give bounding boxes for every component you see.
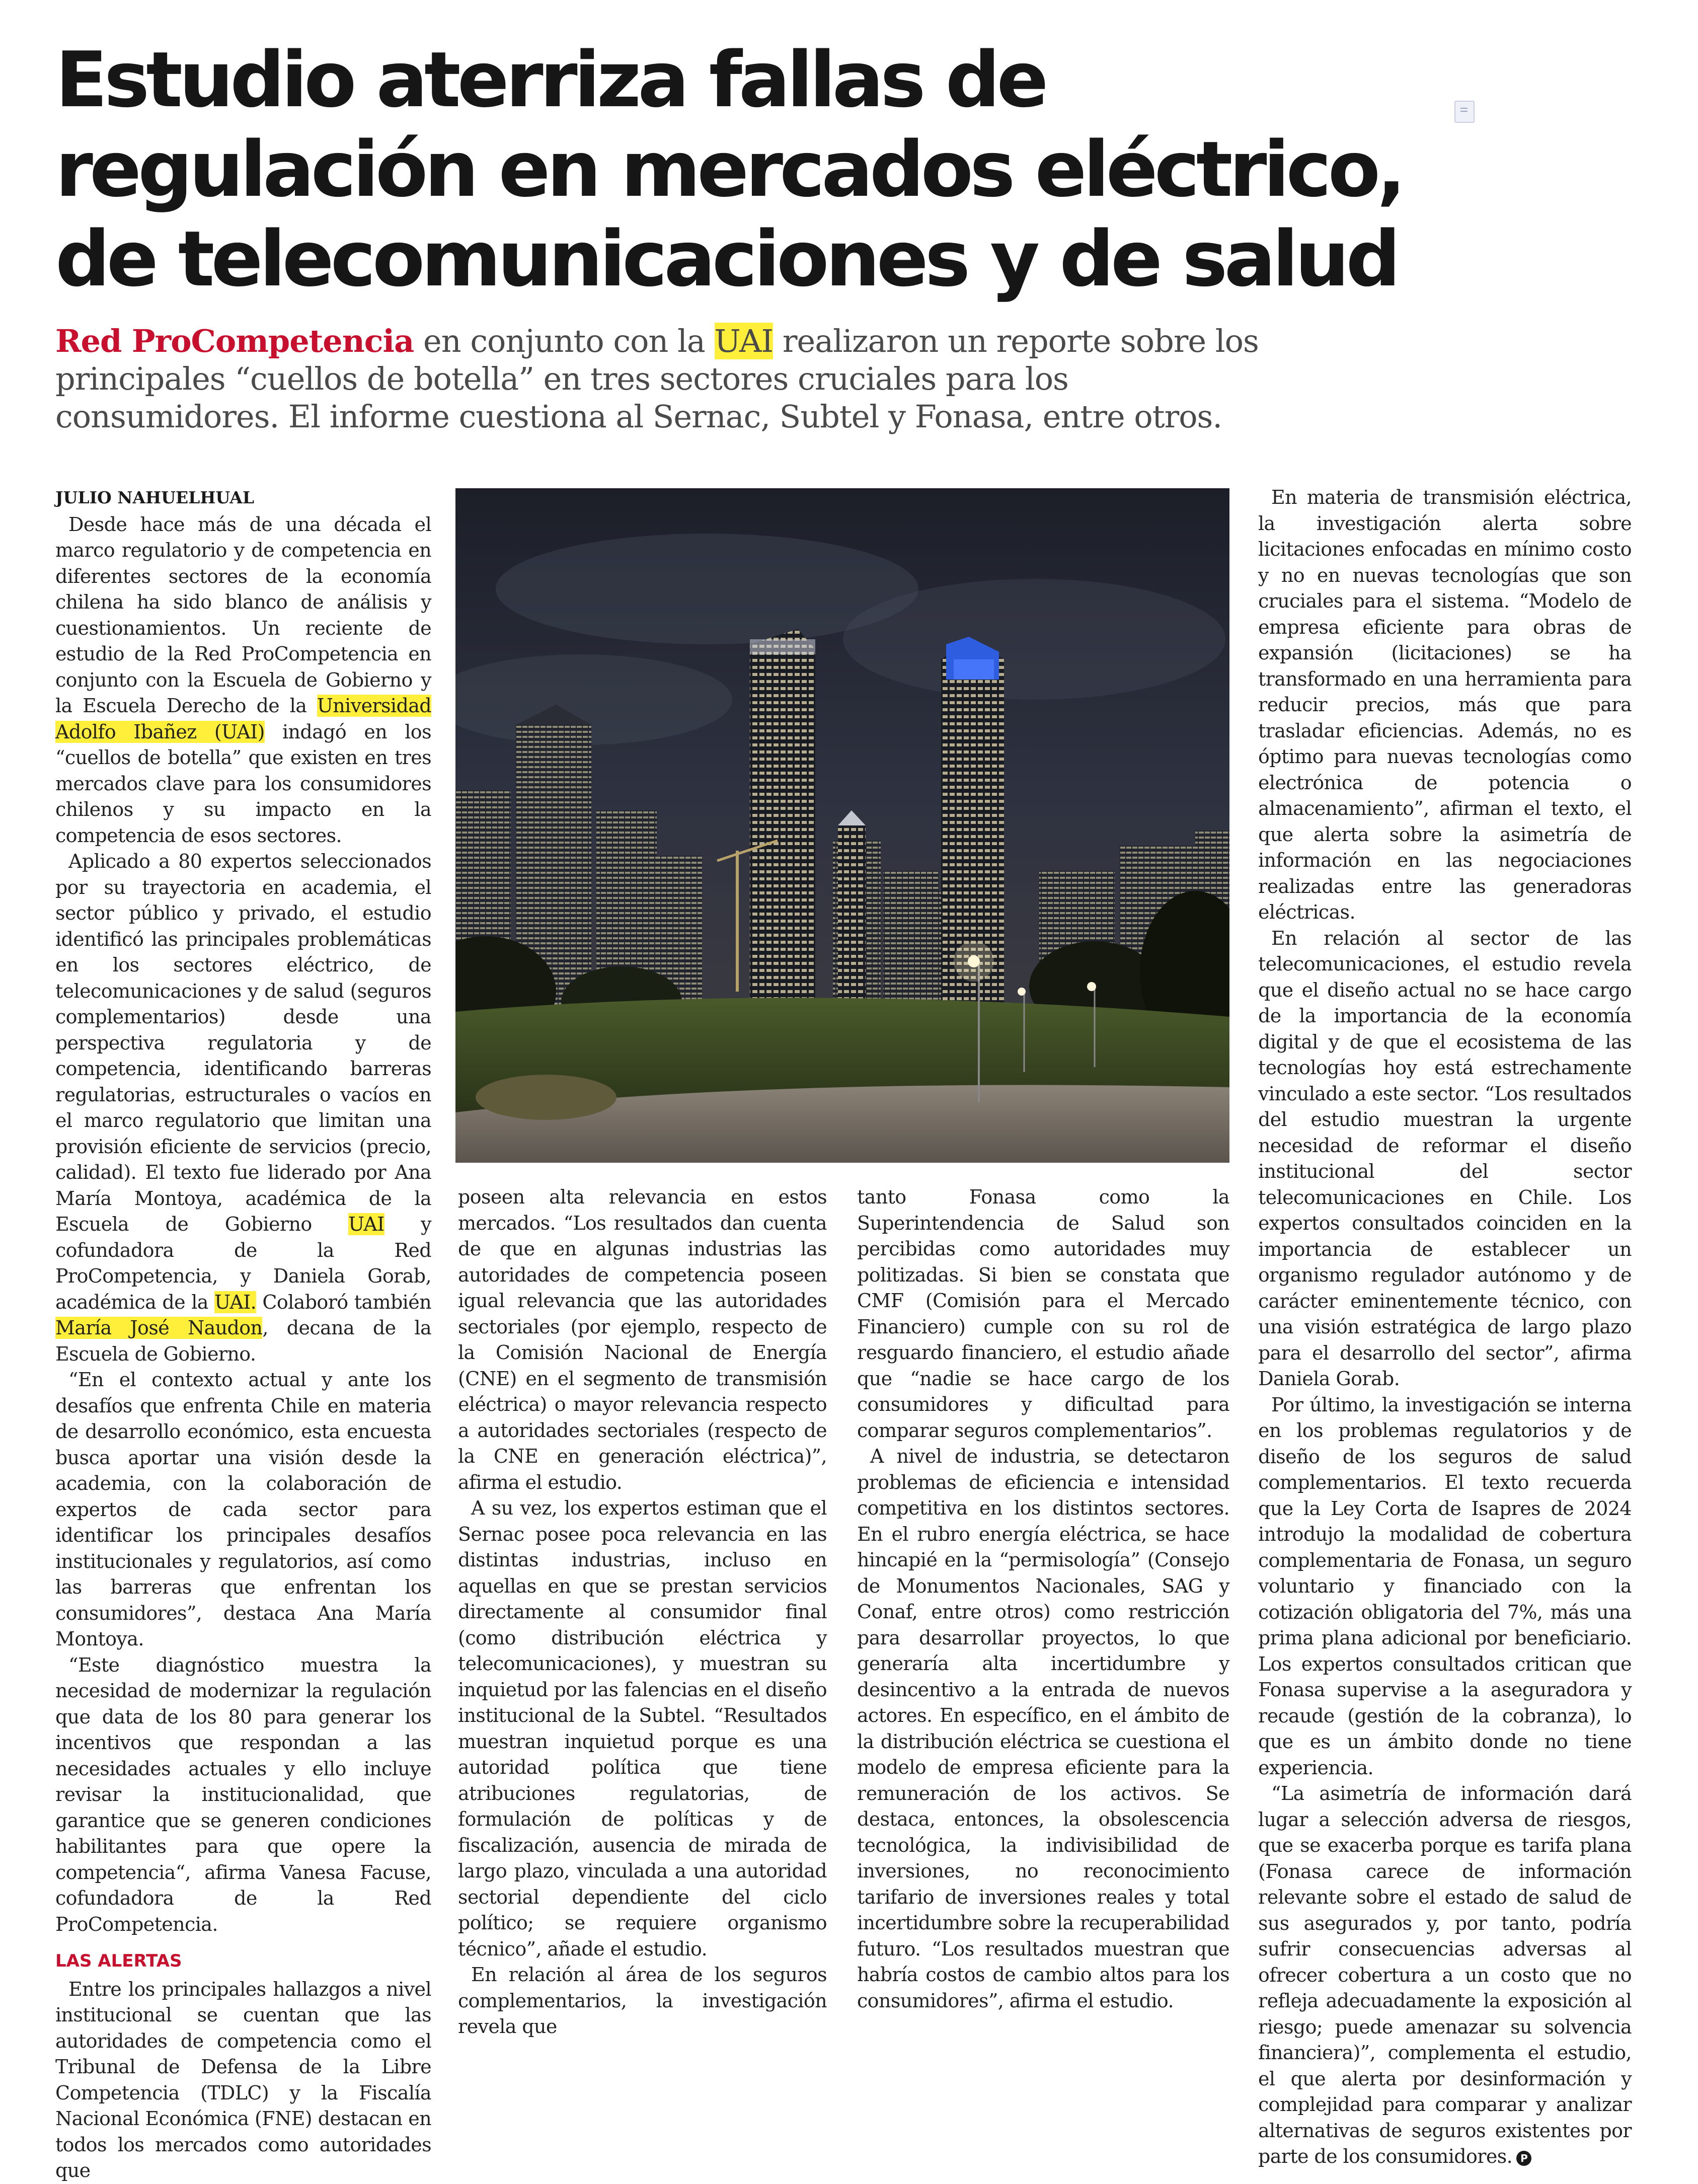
col1-p1-text-a: Desde hace más de una década el marco regulatorio y de competencia en diferentes sectores de la economía chilena ha sido blanco de análisis y cuestionamientos. Un reciente de estudio de la Red ProCompetencia en conjunto con la Escuela de Gobierno y la Escuela Derecho de la (55, 513, 431, 717)
col4-paragraph-2: En relación al sector de las telecomunicaciones, el estudio revela que el diseño actual no se hace cargo de la importancia de la economía digital y de que el ecosistema de las tecnologías hoy está estrechamente vinculado a este sector. “Los resultados del estudio muestran la urgente necesidad de reformar el diseño institucional del sector telecomunicaciones en Chile. Los expertos consultados coinciden en la importancia de establecer un organismo regulador autónomo y de carácter eminentemente técnico, con una visión estratégica de largo plazo para el desarrollo del sector”, afirma Daniela Gorab. (1258, 927, 1632, 1390)
subhead-alertas: LAS ALERTAS (55, 1951, 182, 1971)
col1-paragraph-5: Entre los principales hallazgos a nivel institucional se cuentan que las autoridades de competencia como el Tribunal de Defensa de la Libre Competencia (TDLC) y la Fiscalía Nacional Económica (FNE) destacan en todos los mercados como autoridades que (55, 1978, 431, 2181)
col1-paragraph-3: “En el contexto actual y ante los desafíos que enfrenta Chile en materia de desarrollo económico, esta encuesta busca aportar una visión desde la academia, con la colaboración de expertos de cada sector para identificar los principales desafíos institucionales y regulatorios, así como las barreras que enfrentan los consumidores”, destaca Ana María Montoya. (55, 1369, 431, 1650)
byline: JULIO NAHUELHUAL (55, 488, 255, 507)
col4-paragraph-4 (1258, 1781, 1632, 2170)
deck-highlight: UAI (714, 323, 774, 359)
col2-paragraph-3: En relación al área de los seguros complementarios, la investigación revela que (458, 1964, 827, 2038)
column-2 (458, 1184, 827, 2040)
col1-paragraph-4: “Este diagnóstico muestra la necesidad de modernizar la regulación que data de los 80 para generar los incentivos que respondan a las necesidades actuales y ello incluye revisar la institucionalidad, que garantice que se generen condiciones habilitantes para que opere la competencia“, afirma Vanesa Facuse, cofundadora de la Red ProCompetencia. (55, 1653, 431, 1935)
col4-paragraph-3: Por último, la investigación se interna en los problemas regulatorios y de diseño de los seguros de salud complementarios. El texto recuerda que la Ley Corta de Isapres de 2024 introdujo la modalidad de cobertura complementaria de Fonasa, un seguro voluntario y financiado con la cotización obligatoria del 7%, más una prima plana adicional por beneficiario. Los expertos consultados critican que Fonasa supervise a la aseguradora y recaude (gestión de la cobranza), lo que es un ámbito donde no tiene experiencia. (1258, 1393, 1632, 1779)
col1-p2-text-d: , decana de la Escuela de Gobierno. (55, 1317, 431, 1365)
col1-p1-highlight: Universidad Adolfo Ibañez (UAI) (55, 695, 431, 743)
deck-brand: Red ProCompetencia (55, 323, 414, 359)
col3-paragraph-1: tanto Fonasa como la Superintendencia de Salud son percibidas como autoridades muy politizadas. Si bien se constata que CMF (Comisión para el Mercado Financiero) cumple con su rol de resguardo financiero, el estudio añade que “nadie se hace cargo de los consumidores y dificultad para comparar seguros complementarios”. (857, 1186, 1229, 1442)
col4-paragraph-1: En materia de transmisión eléctrica, la investigación alerta sobre licitaciones enfocadas en mínimo costo y no en nuevas tecnologías que son cruciales para el sistema. “Modelo de empresa eficiente para obras de expansión (licitaciones) se ha transformado en una herramienta para reducir precios, más que para trasladar eficiencias. Además, no es óptimo para nuevas tecnologías como electrónica de potencia o almacenamiento”, afirman el texto, el que alerta sobre la asimetría de información en las negociaciones realizadas entre las generadoras eléctricas. (1258, 486, 1632, 923)
col3-paragraph-2: A nivel de industria, se detectaron problemas de eficiencia e intensidad competitiva en los distintos sectores. En el rubro energía eléctrica, se hace hincapié en la “permisología” (Consejo de Monumentos Nacionales, SAG y Conaf, entre otros) como restricción para desarrollar proyectos, lo que generaría alta incertidumbre y desincentivo a la entrada de nuevos actores. En específico, en el ámbito de la distribución eléctrica se cuestiona el modelo de empresa eficiente para la remuneración de los activos. Se destaca, entonces, la obsolescencia tecnológica, la indivisibilidad de inversiones, no reconocimiento tarifario de inversiones reales y total incertidumbre sobre la recuperabilidad futuro. “Los resultados muestran que habría costos de cambio altos para los consumidores”, afirma el estudio. (857, 1445, 1229, 2012)
column-3 (857, 1184, 1229, 2014)
col2-paragraph-2: A su vez, los expertos estiman que el Sernac posee poca relevancia en las distintas industrias, incluso en aquellas en que se prestan servicios directamente al consumidor final (como distribución eléctrica y telecomunicaciones), y muestran su inquietud por las falencias en el diseño institucional de la Subtel. “Resultados muestran inquietud porque es una autoridad política que tiene atribuciones regulatorias, de formulación de políticas y de fiscalización, ausencia de mirada de largo plazo, vinculada a una autoridad sectorial dependiente del ciclo político; se requiere organismo técnico”, añade el estudio. (458, 1497, 827, 1960)
headline: Estudio aterriza fallas de regulación en mercados eléctrico, de telecomunicaciones y de salud (55, 35, 1403, 304)
col1-paragraph-1 (55, 512, 431, 849)
col1-p2-text-c: Colaboró también (256, 1291, 431, 1313)
end-mark-icon: P (1516, 2151, 1531, 2166)
col1-p2-text-a: Aplicado a 80 expertos seleccionados por su trayectoria en academia, el sector público y privado, el estudio identificó las principales problemáticas en los sectores eléctrico, de telecomunicaciones y de salud (seguros complementarios) desde una perspectiva regulatoria y de competencia, identificando barreras regulatorias, estructurales o vacíos en el marco regulatorio que limitan una provisión eficiente de servicios (precio, calidad). El texto fue liderado por Ana María Montoya, académica de la Escuela de Gobierno (55, 850, 431, 1235)
col1-p2-highlight-2: UAI. (214, 1291, 257, 1313)
deck-text-1: en conjunto con la (414, 323, 715, 359)
col1-p1-text-b: indagó en los “cuellos de botella” que existen en tres mercados clave para los consumidores chilenos y su impacto en la competencia de esos sectores. (55, 720, 431, 847)
col1-p2-text-b: y cofundadora de la Red ProCompetencia, y Daniela Gorab, académica de la (55, 1213, 431, 1313)
col2-paragraph-1: poseen alta relevancia en estos mercados. “Los resultados dan cuenta de que en algunas industrias las autoridades de competencia poseen igual relevancia que las autoridades sectoriales (por ejemplo, respecto de la Comisión Nacional de Energía (CNE) en el segmento de transmisión eléctrica) o mayor relevancia respecto a autoridades sectoriales (respecto de la CNE en generación eléctrica)”, afirma el estudio. (458, 1186, 827, 1493)
deck-text-2: realizaron un reporte sobre los principales “cuellos de botella” en tres sectores cruciales para los consumidores. El informe cuestiona al Sernac, Subtel y Fonasa, entre otros. (55, 323, 1259, 435)
column-4 (1258, 485, 1632, 2170)
col1-paragraph-2 (55, 849, 431, 1367)
col1-p2-highlight-1: UAI (348, 1213, 384, 1235)
column-1 (55, 485, 431, 2184)
skyline-image (455, 488, 1229, 1163)
city-night-photo (455, 488, 1229, 1163)
deck (55, 322, 1293, 435)
col1-p2-highlight-3: María José Naudon (55, 1317, 263, 1339)
col4-p4-text: “La asimetría de información dará lugar a selección adversa de riesgos, que se exacerba porque es tarifa plana (Fonasa carece de información relevante sobre el estado de salud de sus asegurados y, por tanto, podría sufrir consecuencias adversas al ofrecer cobertura a un costo que no refleja adecuadamente la exposición al riesgo; puede amenazar su solvencia financiera)”, complementa el estudio, el que alerta por desinformación y complejidad para comparar y analizar alternativas de seguros existentes por parte de los consumidores. (1258, 1782, 1632, 2167)
comment-flag-icon[interactable] (1454, 101, 1475, 123)
